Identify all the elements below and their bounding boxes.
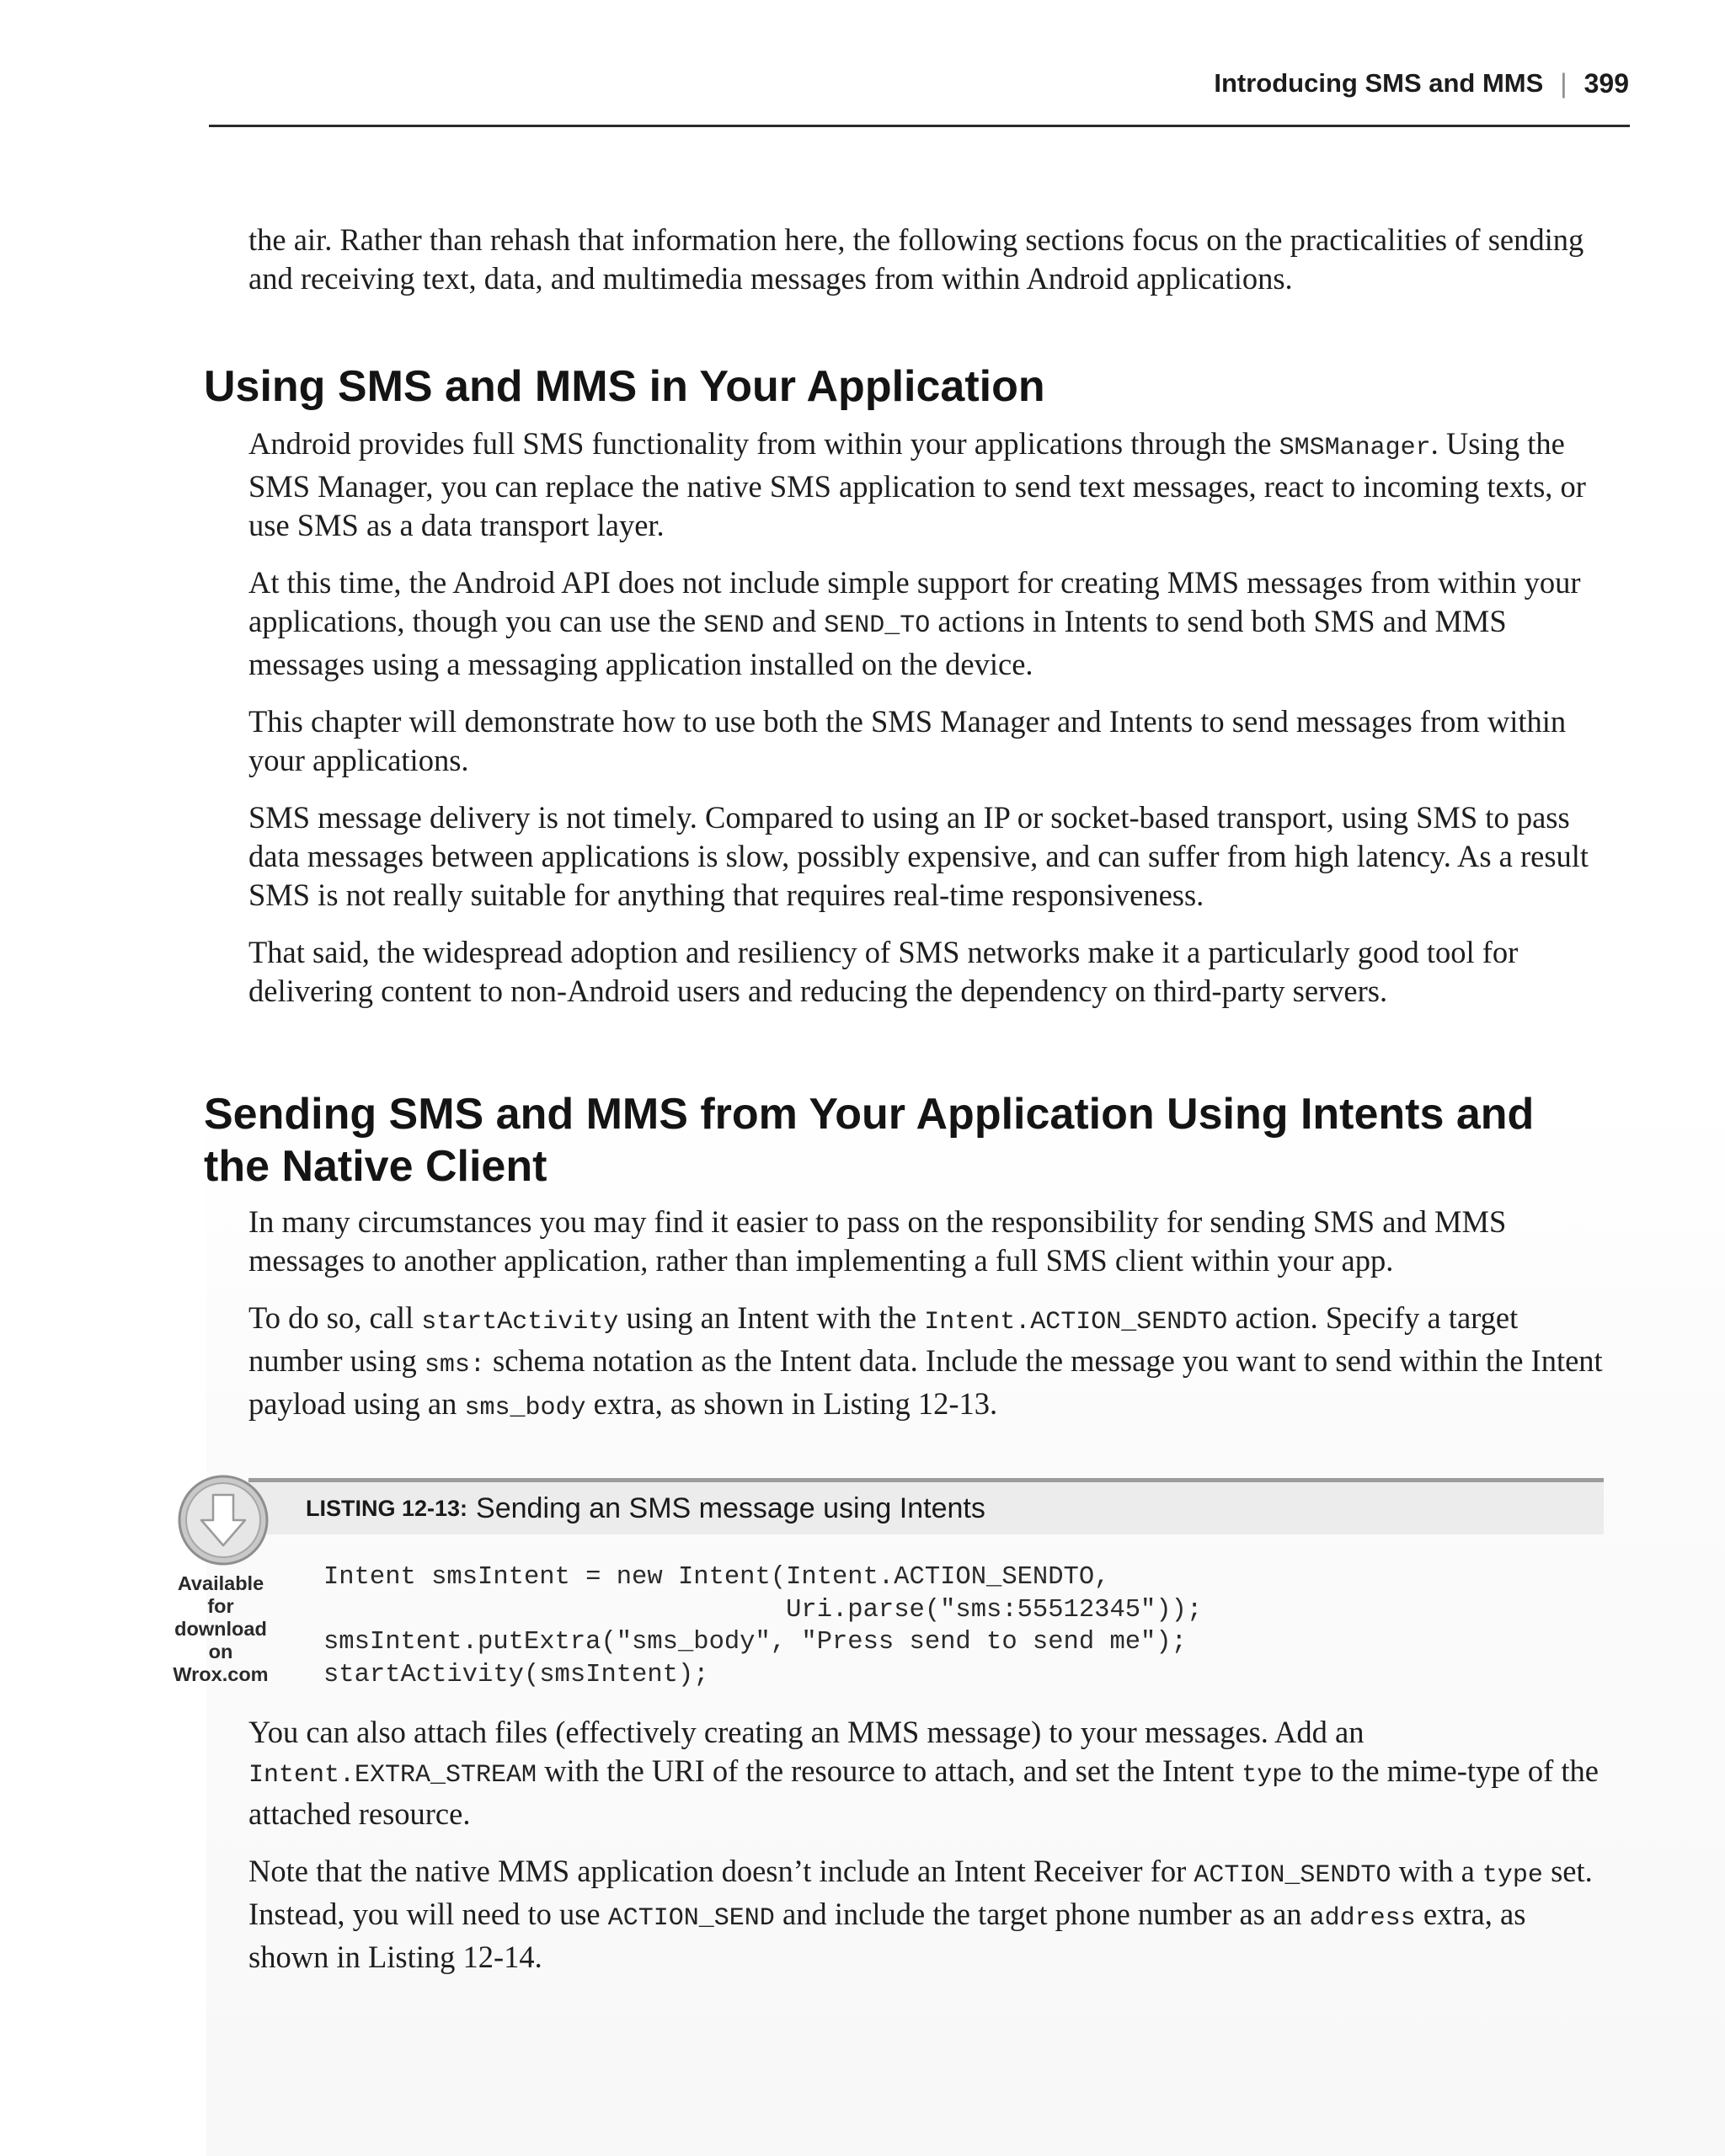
text-run: To do so, call [248, 1300, 422, 1335]
text-run: and include the target phone number as an [774, 1897, 1310, 1931]
running-header [1214, 64, 1629, 103]
text-run: You can also attach files (effectively creating an MMS message) to your messages. Add an [248, 1715, 1365, 1749]
inline-code: address [1309, 1904, 1416, 1933]
paragraph-widespread-adoption: That said, the widespread adoption and resiliency of SMS networks make it a particularly good tool for delivering content to non-Android users and reducing the dependency on third-party servers. [248, 935, 1519, 1008]
inline-code: SMSManager [1279, 434, 1431, 462]
text-run: set. Instead, you will need to use [248, 1854, 1593, 1931]
page-content [173, 221, 1604, 1995]
paragraph-attach-files [248, 1713, 1604, 1833]
inline-code: ACTION_SEND [607, 1904, 775, 1933]
text-run: with the URI of the resource to attach, and set the Intent [537, 1753, 1242, 1788]
inline-code: SEND_TO [824, 611, 931, 640]
download-availability-note[interactable]: Available for download on Wrox.com [173, 1572, 269, 1685]
inline-code: sms: [424, 1351, 485, 1380]
text-run: At this time, the Android API does not include simple support for creating MMS messages from within your applications, though you can use the [248, 565, 1581, 638]
text-run: Note that the native MMS application doesn’t include an Intent Receiver for [248, 1854, 1194, 1888]
inline-code: SEND [703, 611, 765, 640]
inline-code: Intent.ACTION_SENDTO [924, 1308, 1228, 1337]
text-run: schema notation as the Intent data. Include the message you want to send within the Intent payload using an [248, 1343, 1603, 1421]
text-run: extra, as shown in Listing 12-13. [585, 1386, 998, 1421]
paragraph-sms-functionality [248, 424, 1604, 545]
section-heading-using-sms: Using SMS and MMS in Your Application [204, 362, 1045, 411]
paragraph-start-activity [248, 1299, 1604, 1428]
paragraph-delivery-timeliness: SMS message delivery is not timely. Compared to using an IP or socket-based transport, using SMS to pass data messages between applications is slow, possibly expensive, and can suffer from high latency. As a result SMS is not really suitable for anything that requires real-time responsiveness. [248, 800, 1589, 912]
inline-code: type [1242, 1761, 1303, 1790]
listing-code-block: Intent smsIntent = new Intent(Intent.ACTION_SENDTO, Uri.parse("sms:55512345")); smsIntent.putExtra("sms_body", "Press send to send me"); startActivity(smsIntent); [323, 1563, 1203, 1689]
paragraph-native-mms-note [248, 1852, 1604, 1977]
header-rule [209, 125, 1630, 127]
section-heading-sending-intents: Sending SMS and MMS from Your Application Using Intents and the Native Client [204, 1090, 1535, 1191]
inline-code: startActivity [421, 1308, 619, 1337]
text-run: action. Specify a target number using [248, 1300, 1519, 1378]
text-run: with a [1391, 1854, 1482, 1888]
text-run: using an Intent with the [618, 1300, 925, 1335]
running-header-title: Introducing SMS and MMS [1214, 68, 1544, 98]
page-number: 399 [1583, 67, 1629, 99]
text-run: to the mime-type of the attached resource. [248, 1753, 1599, 1831]
text-run: Android provides full SMS functionality from within your applications through the [248, 426, 1279, 461]
inline-code: sms_body [464, 1394, 586, 1422]
paragraph-mms-support [248, 563, 1604, 684]
text-run: actions in Intents to send both SMS and MMS messages using a messaging application installed on the device. [248, 604, 1507, 681]
text-run: extra, as shown in Listing 12-14. [248, 1897, 1526, 1974]
inline-code: Intent.EXTRA_STREAM [248, 1761, 537, 1790]
download-arrow-icon[interactable] [176, 1473, 270, 1567]
listing-label: LISTING 12-13: [306, 1495, 468, 1521]
paragraph-pass-responsibility: In many circumstances you may find it easier to pass on the responsibility for sending SMS and MMS messages to another application, rather than implementing a full SMS client within your app. [248, 1204, 1507, 1278]
inline-code: type [1482, 1861, 1543, 1890]
paragraph-chapter-demo: This chapter will demonstrate how to use both the SMS Manager and Intents to send messages from within your applications. [248, 704, 1567, 777]
listing-title: Sending an SMS message using Intents [476, 1492, 985, 1524]
text-run: and [764, 604, 825, 638]
intro-paragraph: the air. Rather than rehash that information here, the following sections focus on the practicalities of sending and receiving text, data, and multimedia messages from within Android applications. [248, 222, 1584, 296]
code-listing-12-13 [173, 1478, 1604, 1691]
running-header-separator: | [1560, 67, 1567, 99]
listing-caption-bar [248, 1482, 1604, 1534]
inline-code: ACTION_SENDTO [1194, 1861, 1391, 1890]
text-run: . Using the SMS Manager, you can replace the native SMS application to send text messages, react to incoming texts, or use SMS as a data transport layer. [248, 426, 1586, 542]
